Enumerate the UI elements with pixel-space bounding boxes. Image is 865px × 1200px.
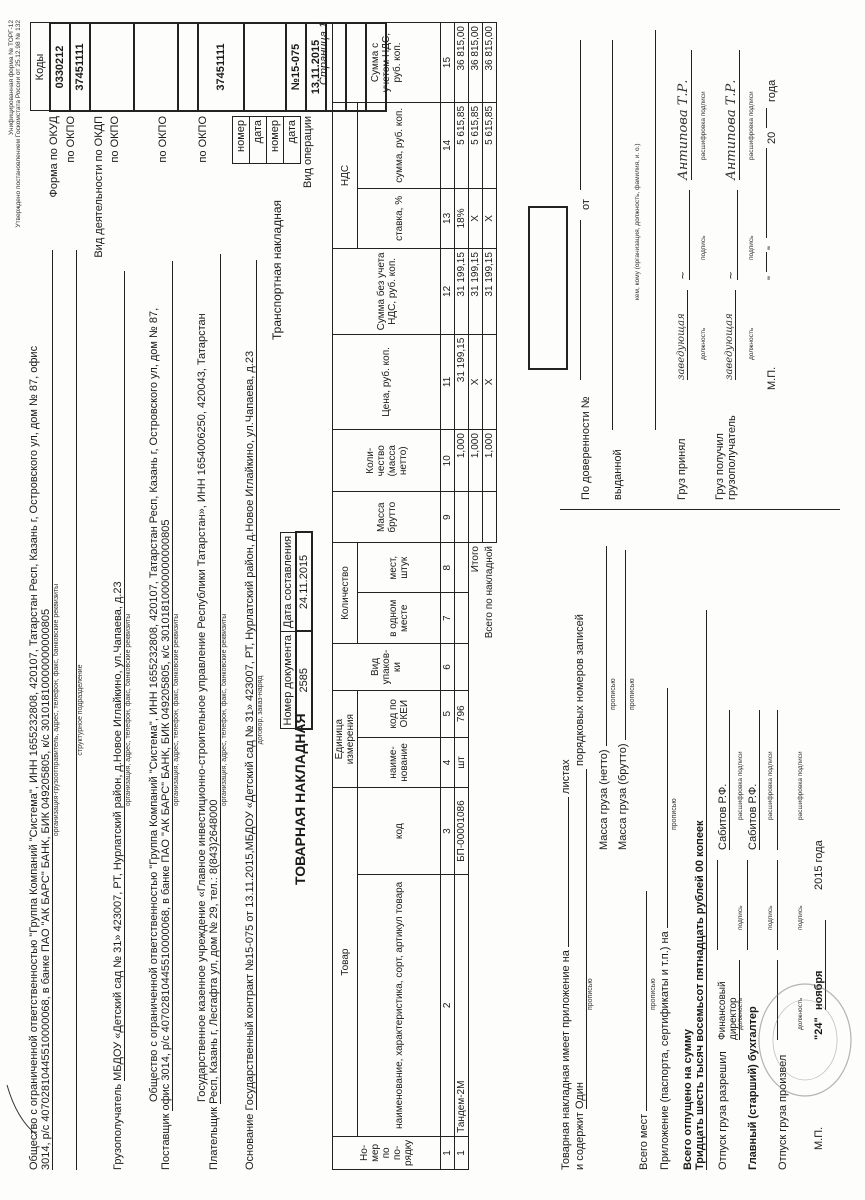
net-caption: прописью [610, 678, 617, 710]
basis-label: Основание [244, 1113, 256, 1170]
contains-value: Один [574, 769, 587, 1109]
made-caption-name: расшифровка подписи [797, 751, 804, 820]
h-pack: Вид упаков-ки [333, 644, 441, 691]
supplier-block [148, 250, 180, 1170]
date2-year-suffix: года [766, 79, 778, 102]
h-in-place: в одном месте [358, 593, 441, 644]
accepted-caption-sign: подпись [700, 235, 707, 260]
row-code: БП-00001086 [455, 788, 469, 874]
tn-date-label: дата [284, 117, 301, 164]
mp2-label: М.П. [766, 366, 778, 390]
release-label: Отпуск груза разрешил [717, 1051, 729, 1170]
places-row [638, 530, 650, 1170]
release-sign [717, 860, 718, 950]
op-label: Вид операции [302, 116, 314, 188]
net-value [606, 546, 607, 746]
h-name: наименование, характеристика, сорт, артикул товара [358, 874, 441, 1136]
consignee-caption: организация, адрес, телефон, факс, банковские реквизиты [125, 613, 132, 807]
colnum: 5 [441, 690, 455, 737]
footer-divider [560, 509, 840, 510]
footer-right [580, 30, 786, 500]
received-label: Груз получил грузополучатель [714, 415, 738, 500]
vsego-row [483, 23, 497, 1170]
h-total: Сумма с учетом НДС, руб. коп. [333, 23, 441, 103]
itogo-total: 36 815,00 [469, 23, 483, 103]
appendix-row [560, 530, 572, 1170]
release-captions [737, 530, 747, 1170]
stamp-box [528, 206, 568, 370]
payer-line2: Респ, Казань г, Лесгафта ул, дом № 29, тел.: 8(843)2648000 [208, 254, 221, 1104]
doc-number-table [280, 531, 313, 730]
issued-label: выданной [612, 449, 624, 500]
shipped-label: Всего отпущено на сумму [682, 1029, 694, 1170]
row-no: 1 [455, 1136, 469, 1169]
division-line [60, 250, 77, 1170]
itogo-sum: 31 199,15 [469, 249, 483, 335]
made-caption-pos: должность [797, 997, 804, 1030]
vsego-gross [483, 492, 497, 543]
proxy-label: По доверенности № [580, 396, 592, 500]
basis-block [244, 250, 264, 1170]
form-note-line1: Унифицированная форма № ТОРГ-12 [8, 20, 15, 135]
gross-row [617, 530, 629, 1170]
release-caption-name: расшифровка подписи [737, 751, 744, 820]
consignee-block [112, 250, 132, 1170]
accepted-caption-name: расшифровка подписи [700, 91, 707, 160]
places-label: Всего мест [638, 1113, 650, 1170]
made-label: Отпуск груза произвел [777, 1054, 789, 1170]
h-places: мест, штук [358, 543, 441, 593]
colnum: 13 [441, 188, 455, 248]
attach-caption: прописью [671, 798, 678, 830]
itogo-price: X [469, 334, 483, 429]
accepted-captions [700, 30, 710, 500]
codes-header: Коды [31, 23, 51, 111]
proxy-row [580, 30, 602, 500]
basis-number-value: №15-075 [286, 23, 306, 111]
division-caption: структурное подразделение [77, 664, 84, 756]
colnum: 11 [441, 334, 455, 429]
release-row [717, 530, 737, 1170]
okpo-supplier-value: 37451111 [198, 23, 244, 111]
date2-day-close: " [766, 246, 778, 250]
date2-row [766, 30, 786, 500]
row-name: Тандем-2М [455, 874, 469, 1136]
h-rate: ставка, % [358, 188, 441, 248]
date2-day-blank [766, 252, 767, 272]
transport-label: Транспортная накладная [270, 199, 284, 340]
vsego-vat: 5 615,85 [483, 102, 497, 188]
colnum: 2 [441, 874, 455, 1136]
colnum: 9 [441, 492, 455, 543]
colnum: 12 [441, 249, 455, 335]
issued-value [612, 40, 613, 430]
okpo-label: по ОКПО [65, 116, 77, 163]
chief-sign [747, 860, 748, 950]
date-month: ноября [813, 920, 826, 1010]
doc-title: ТОВАРНАЯ НАКЛАДНАЯ [292, 713, 308, 885]
proxy-date [580, 40, 581, 190]
okpo-consignee-label: по ОКПО [109, 116, 121, 163]
made-caption-sign: подпись [797, 905, 804, 930]
sum-words: Тридцать шесть тысяч восемьсот пятнадцать рублей 00 копеек [694, 610, 707, 1170]
itogo-label: Итого [470, 546, 482, 573]
colnum: 15 [441, 23, 455, 103]
supplier-label: Поставщик [160, 1113, 172, 1170]
row-vat: 5 615,85 [455, 102, 469, 188]
basis-caption: договор, заказ-наряд [257, 675, 264, 745]
vsego-qty: 1,000 [483, 430, 497, 492]
issued-row [612, 30, 634, 500]
empty-code-3 [178, 23, 198, 111]
basis-date-label: дата [250, 117, 267, 164]
chief-name: Сабитов Р.Ф. [747, 710, 760, 850]
itogo-row [469, 23, 483, 1170]
shipper-block [28, 250, 84, 1170]
net-row [598, 530, 610, 1170]
contains-label: и содержит [574, 1112, 586, 1170]
release-caption-sign: подпись [737, 905, 744, 930]
colnum: 3 [441, 788, 455, 874]
attach-value [667, 688, 668, 928]
vsego-price: X [483, 334, 497, 429]
proxy-number [580, 220, 581, 380]
doc-date-header: Дата составления [281, 532, 297, 631]
attach-row [659, 530, 671, 1170]
gross-caption: прописью [629, 678, 636, 710]
mp-label: М.П. [813, 1126, 825, 1150]
okud-value: 0330212 [50, 23, 70, 111]
made-sign [777, 860, 778, 950]
basis-number-label: номер [233, 117, 250, 164]
payer-caption: организация, адрес, телефон, факс, банковские реквизиты [221, 613, 228, 807]
gross-label: Масса груза (брутто) [617, 743, 629, 850]
issued-extra-line [641, 30, 656, 430]
basis-date-value: 13.11.2015 [306, 23, 326, 111]
received-caption-pos: должность [748, 327, 755, 360]
payer-line1: Государственное казенное учреждение «Главное инвестиционно-строительное управление Республики Татарстан», ИНН 1654006250, 420043, Татарстан [196, 313, 208, 1102]
listakh-label: листах [560, 759, 572, 794]
h-vat-sum: сумма, руб. коп. [358, 102, 441, 188]
form-note [8, 20, 22, 228]
chief-caption-sign: подпись [767, 905, 774, 930]
proxy-ot: от [580, 199, 592, 210]
h-sum-novat: Сумма без учета НДС, руб. коп. [333, 249, 441, 335]
colnum: 1 [441, 1136, 455, 1169]
release-pos: Финансовый директор [717, 960, 740, 1040]
row-in-place [455, 593, 469, 644]
row-gross [455, 492, 469, 543]
date2-year: 20 [766, 131, 778, 144]
table-row [455, 23, 469, 1170]
row-rate: 18% [455, 188, 469, 248]
payer-label: Плательщик [208, 1106, 220, 1170]
colnum: 6 [441, 644, 455, 691]
itogo-vat: 5 615,85 [469, 102, 483, 188]
date-day: "24" [813, 1017, 825, 1040]
accepted-sign: ~ [676, 190, 690, 280]
attach-label: Приложение (паспорта, сертификаты и т.п.) на [659, 931, 671, 1170]
round-stamp-icon [755, 980, 855, 1100]
basis-value: Государственный контракт №15-075 от 13.11.2015,МБДОУ «Детский сад № 31» 423007, РТ, Нурлатский район, д.Новое Иглайкино, ул.Чапаева, д.23 [244, 261, 257, 1111]
received-captions [748, 30, 758, 500]
basis-code-labels [232, 116, 301, 164]
accepted-name: Антипова Т.Р. [676, 50, 692, 180]
issued-caption: кем, кому (организация, должность, фамилия, и. о.) [634, 143, 641, 300]
places-value [646, 891, 647, 1111]
vsego-rate: X [483, 188, 497, 248]
h-no: Но-мер по по-рядку [333, 1136, 441, 1169]
accepted-pos: заведующая [676, 290, 688, 380]
vsego-sum: 31 199,15 [483, 249, 497, 335]
contains-caption: прописью [587, 978, 594, 1010]
supplier-line2: офис 3014, р/с 40702810445510000068, в банке ПАО "АК БАРС" БАНК, БИК 049205805, к/с 30101810000000000805 [160, 261, 173, 1111]
accepted-row [676, 30, 700, 500]
net-label: Масса груза (нетто) [598, 749, 610, 850]
itogo-rate: X [469, 188, 483, 248]
gross-value [625, 550, 626, 740]
doc-date: 24.11.2015 [296, 532, 312, 631]
empty-code-1 [90, 23, 134, 111]
places-caption: прописью [650, 978, 657, 1010]
tn-number-label: номер [267, 117, 284, 164]
shipper-caption: организация-грузоотправитель, адрес, телефон, факс, банковские реквизиты [53, 583, 60, 837]
received-row [714, 30, 748, 500]
date2-year-blank [766, 108, 767, 128]
supplier-caption: организация, адрес, телефон, факс, банковские реквизиты [173, 613, 180, 807]
okud-label: Форма по ОКУД [48, 116, 60, 198]
date-year: 2015 года [813, 840, 825, 890]
doc-number-header: Номер документа [281, 631, 297, 729]
colnum-row [441, 23, 455, 1170]
vsego-total: 36 815,00 [483, 23, 497, 103]
colnum: 4 [441, 737, 455, 788]
colnum: 10 [441, 430, 455, 492]
okpo-shipper-value: 37451111 [70, 23, 90, 111]
row-pack [455, 644, 469, 691]
received-caption-sign: подпись [748, 235, 755, 260]
row-sum: 31 199,15 [455, 249, 469, 335]
row-places [455, 543, 469, 593]
consignee-label: Грузополучатель [112, 1083, 124, 1170]
chief-caption-name: расшифровка подписи [767, 751, 774, 820]
date2-month [766, 148, 767, 238]
appendix-count [568, 797, 569, 947]
h-code: код [358, 788, 441, 874]
h-gross: Масса брутто [333, 492, 441, 543]
consignee-value: МБДОУ «Детский сад № 31» 423007, РТ, Нурлатский район, д.Новое Иглайкино, ул.Чапаева, д.23 [112, 271, 125, 1081]
colnum: 7 [441, 593, 455, 644]
basis-labels-table [232, 116, 301, 164]
vsego-label: Всего по накладной [484, 546, 495, 639]
h-okei: код по ОКЕИ [358, 690, 441, 737]
row-qty: 1,000 [455, 430, 469, 492]
payer-block [196, 250, 228, 1170]
empty-code-2 [134, 23, 178, 111]
form-note-line2: Утверждено постановлением Госкомстата России от 25.12.98 № 132 [15, 20, 22, 228]
chief-label: Главный (старший) бухгалтер [747, 1006, 759, 1170]
serial-caption: порядковых номеров записей [574, 614, 586, 766]
appendix-label: Товарная накладная имеет приложение на [560, 950, 572, 1170]
received-name: Антипова Т.Р. [724, 50, 740, 180]
colnum: 14 [441, 102, 455, 188]
row-okei: 796 [455, 690, 469, 737]
row-total: 36 815,00 [455, 23, 469, 103]
okpo-supplier-label: по ОКПО [157, 116, 169, 163]
row-price: 31 199,15 [455, 334, 469, 429]
h-net: Коли-чество (масса нетто) [333, 430, 441, 492]
date2-day: " [766, 276, 778, 280]
okpo-payer-label: по ОКПО [197, 116, 209, 163]
page-label: Страница 1 [318, 22, 330, 86]
h-unit: Единица измерения [333, 690, 358, 788]
goods-table [332, 22, 497, 1170]
itogo-gross [469, 492, 483, 543]
okdp-label: Вид деятельности по ОКДП [93, 116, 105, 258]
pen-mark-icon [2, 1080, 42, 1140]
accepted-label: Груз принял [676, 438, 688, 500]
h-vat: НДС [333, 102, 358, 248]
shipper-line2: 3014, р/с 40702810445510000068, в банке ПАО "АК БАРС" БАНК, БИК 049205805, к/с 30101810000000000805 [40, 250, 53, 1170]
row-unit: шт [455, 737, 469, 788]
received-caption-name: расшифровка подписи [748, 91, 755, 160]
h-unit-name: наиме-нование [358, 737, 441, 788]
h-goods: Товар [333, 788, 358, 1136]
release-caption-pos: должность [737, 997, 744, 1030]
shipper-line1: Общество с ограниченной ответственностью "Группа Компаний "Система", ИНН 1655232808, 420107, Татарстан Респ, Казань г, Островского ул, дом № 87, офис [28, 345, 40, 1170]
contains-row [574, 530, 587, 1170]
made-name [777, 710, 778, 850]
empty-code-4 [244, 23, 286, 111]
supplier-line1: Общество с ограниченной ответственностью "Группа Компаний "Система", ИНН 1655232808, 420107, Татарстан Респ, Казань г, Островского ул, дом № 87, [148, 307, 160, 1102]
itogo-qty: 1,000 [469, 430, 483, 492]
accepted-caption-pos: должность [700, 327, 707, 360]
release-name: Сабитов Р.Ф. [717, 710, 730, 850]
received-sign: ~ [724, 190, 738, 280]
received-pos: заведующая [724, 290, 736, 380]
doc-number: 2585 [296, 631, 312, 729]
h-qty: Количество [333, 543, 358, 644]
h-price: Цена, руб. коп. [333, 334, 441, 429]
colnum: 8 [441, 543, 455, 593]
code-labels [48, 116, 215, 258]
